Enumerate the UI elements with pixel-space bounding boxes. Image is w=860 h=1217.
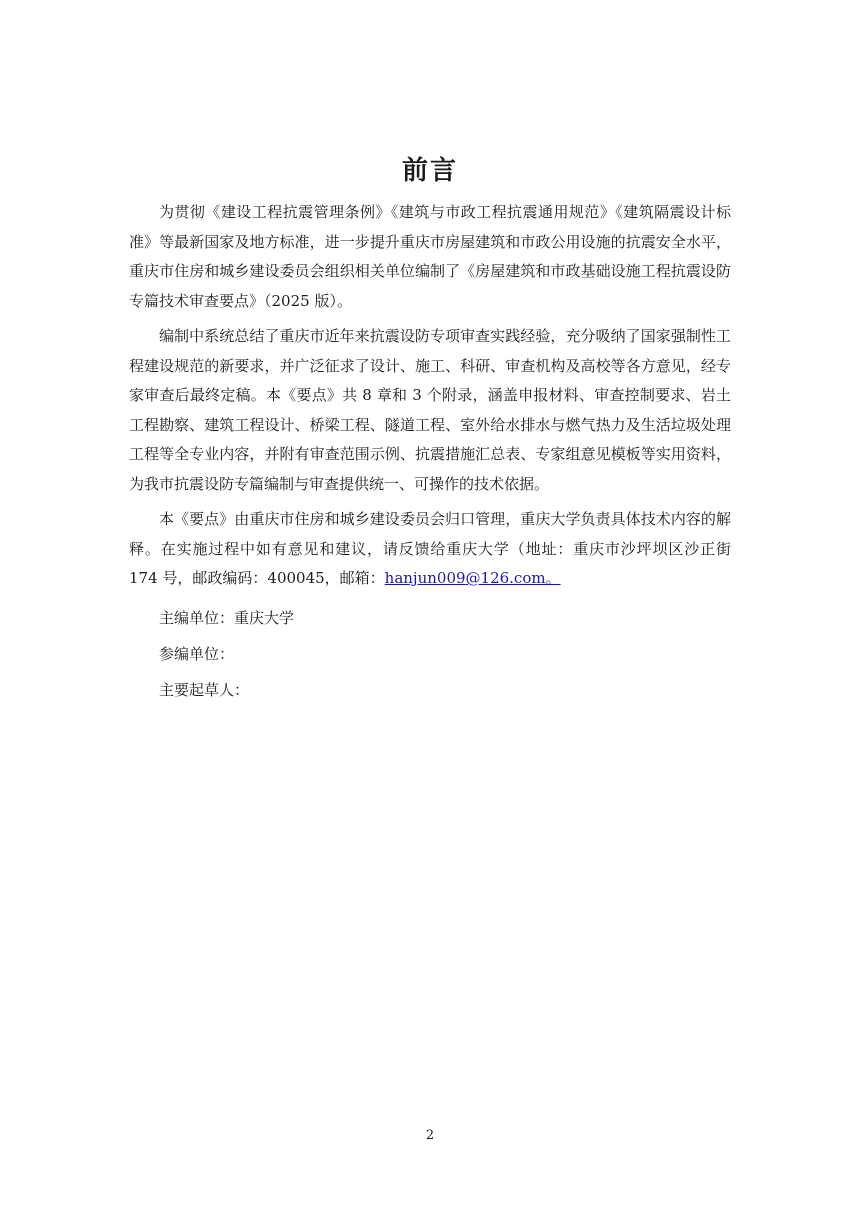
chief-editor-line: 主编单位：重庆大学: [159, 608, 295, 627]
paragraph-3: [129, 505, 731, 594]
document-body: [129, 198, 731, 708]
drafters-line: 主要起草人：: [159, 680, 250, 699]
paragraph-3-text: 本《要点》由重庆市住房和城乡建设委员会归口管理，重庆大学负责具体技术内容的解释。在实施过程中如有意见和建议，请反馈给重庆大学（地址：重庆市沙坪坝区沙正街 174 号，邮政编码：400045，邮箱：: [129, 510, 731, 587]
paragraph-2: 编制中系统总结了重庆市近年来抗震设防专项审查实践经验，充分吸纳了国家强制性工程建设规范的新要求，并广泛征求了设计、施工、科研、审查机构及高校等各方意见，经专家审查后最终定稿。本《要点》共 8 章和 3 个附录，涵盖申报材料、审查控制要求、岩土工程勘察、建筑工程设计、桥梁工程、隧道工程、室外给水排水与燃气热力及生活垃圾处理工程等全专业内容，并附有审查范围示例、抗震措施汇总表、专家组意见模板等实用资料，为我市抗震设防专篇编制与审查提供统一、可操作的技术依据。: [129, 327, 731, 493]
co-editors-line: 参编单位：: [159, 644, 235, 663]
page-number: 2: [425, 1128, 435, 1143]
paragraph-1: 为贯彻《建设工程抗震管理条例》《建筑与市政工程抗震通用规范》《建筑隔震设计标准》等最新国家及地方标准，进一步提升重庆市房屋建筑和市政公用设施的抗震安全水平，重庆市住房和城乡建设委员会组织相关单位编制了《房屋建筑和市政基础设施工程抗震设防专篇技术审查要点》（2025 版）。: [129, 203, 731, 310]
email-link[interactable]: hanjun009@126.com。: [384, 569, 561, 587]
page-title: 前言: [401, 156, 458, 186]
